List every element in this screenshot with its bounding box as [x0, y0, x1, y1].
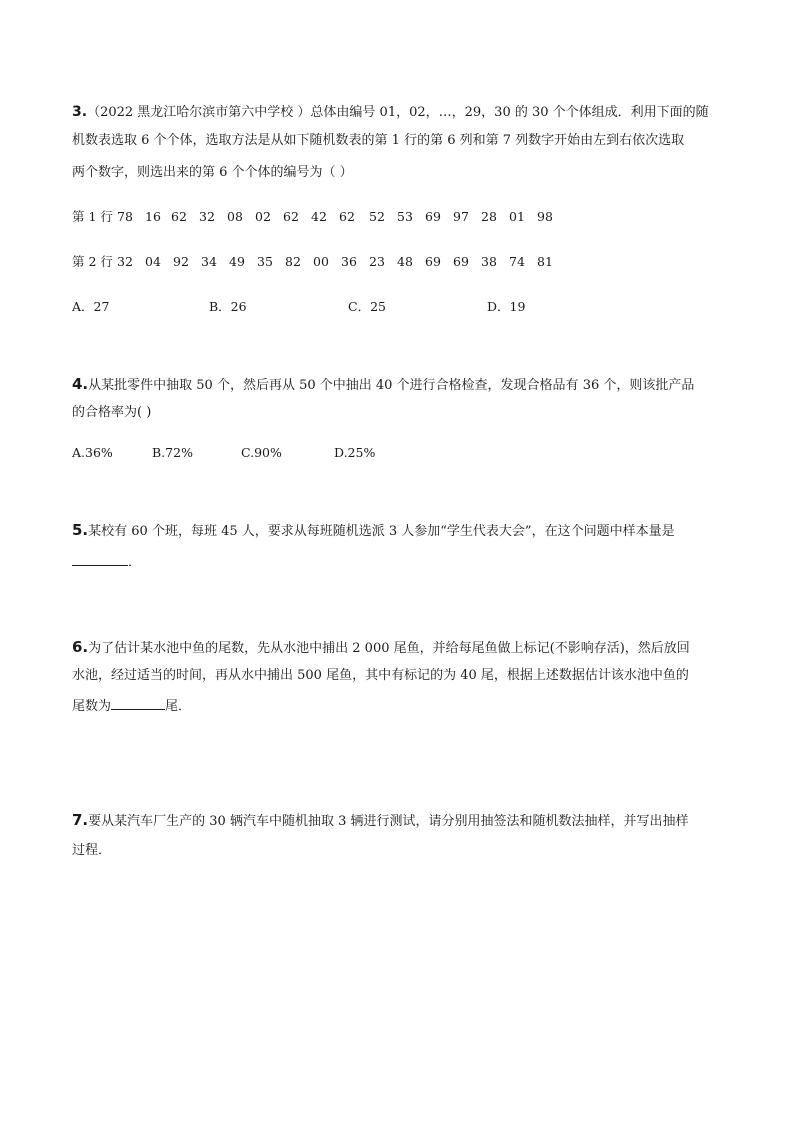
q3-option-c: C．25	[348, 299, 386, 314]
q3-number: 3.	[72, 104, 88, 120]
row-1-cell: 16	[145, 209, 161, 224]
q5-line-2	[72, 552, 141, 572]
row-1-cell: 08	[227, 209, 243, 224]
q4-option-b: B.72%	[152, 445, 193, 460]
q7-line-2: 过程．	[72, 843, 112, 858]
row-1-cell: 62	[171, 209, 187, 224]
q6-line-3	[72, 696, 191, 716]
row-1-cell: 01	[509, 209, 525, 224]
row-2-cell: 00	[313, 254, 329, 269]
q4-number: 4.	[72, 375, 89, 393]
q3-option-d: D．19	[487, 299, 526, 314]
row-1-cell: 69	[425, 209, 441, 224]
q4-option-c: C.90%	[241, 445, 282, 460]
q3-line-3: 两个数字，则选出来的第 6 个个体的编号为（ ）	[72, 165, 353, 180]
row-1-cell: 62	[339, 209, 355, 224]
row-1-cell: 28	[481, 209, 497, 224]
row-1-cell: 42	[311, 209, 327, 224]
row-1-cell: 78	[117, 209, 133, 224]
row-2-cell: 92	[173, 254, 189, 269]
row-2-cell: 69	[425, 254, 441, 269]
q5-line-2-tail: ．	[128, 555, 142, 570]
q3-text-1: （2022 黑龙江哈尔滨市第六中学校 ）总体由编号 01，02，…，29，30 的 30 个个体组成．利用下面的随	[87, 105, 709, 120]
q4-text-1: 从某批零件中抽取 50 个，然后再从 50 个中抽出 40 个进行合格检查，发现合格品有 36 个，则该批产品	[88, 378, 695, 393]
q6-line-1	[72, 638, 690, 658]
q3-option-b: B．26	[209, 299, 247, 314]
q4-option-a: A.36%	[72, 445, 113, 460]
answer-blank	[111, 696, 165, 710]
row-2-cell: 32	[117, 254, 133, 269]
row-1-cell: 52	[369, 209, 385, 224]
q6-line-3-head: 尾数为	[72, 699, 112, 714]
row-1-cell: 32	[199, 209, 215, 224]
row-2-cell: 34	[201, 254, 217, 269]
q5-text-1: 某校有 60 个班，每班 45 人，要求从每班随机选派 3 人参加“学生代表大会”，在这个问题中样本量是	[88, 524, 675, 539]
row-1-cell: 53	[397, 209, 413, 224]
row-1-cell: 98	[537, 209, 553, 224]
random-table-row-1	[72, 208, 592, 226]
row-1-cell: 97	[453, 209, 469, 224]
row-2-cell: 48	[397, 254, 413, 269]
row-2-cell: 38	[481, 254, 497, 269]
q5-line-1	[72, 521, 675, 541]
row-2-cell: 74	[509, 254, 525, 269]
q7-line-1	[72, 811, 688, 831]
q4-line-2: 的合格率为( )	[72, 405, 152, 420]
q3-option-a: A．27	[72, 299, 110, 314]
q5-number: 5.	[72, 521, 89, 539]
random-table-row-2	[72, 253, 592, 271]
q4-option-d: D.25%	[334, 445, 376, 460]
row-1-cell: 02	[255, 209, 271, 224]
q7-number: 7.	[72, 811, 89, 829]
q6-line-2: 水池，经过适当的时间，再从水中捕出 500 尾鱼，其中有标记的为 40 尾，根据上述数据估计该水池中鱼的	[72, 668, 689, 683]
answer-blank	[72, 552, 128, 566]
row-2-cell: 35	[257, 254, 273, 269]
row-2-cell: 23	[369, 254, 385, 269]
q7-text-1: 要从某汽车厂生产的 30 辆汽车中随机抽取 3 辆进行测试，请分别用抽签法和随机数法抽样，并写出抽样	[88, 814, 689, 829]
row-1-cell: 62	[283, 209, 299, 224]
q6-number: 6.	[72, 638, 89, 656]
row-2-cell: 69	[453, 254, 469, 269]
row-2-label: 第 2 行	[72, 254, 113, 269]
q6-text-1: 为了估计某水池中鱼的尾数，先从水池中捕出 2 000 尾鱼，并给每尾鱼做上标记(不影响存活)，然后放回	[88, 641, 690, 656]
row-2-cell: 81	[537, 254, 553, 269]
row-2-cell: 04	[145, 254, 161, 269]
q6-line-3-tail: 尾．	[165, 699, 192, 714]
row-2-cell: 82	[285, 254, 301, 269]
row-1-label: 第 1 行	[72, 209, 113, 224]
q3-line-1	[72, 103, 709, 122]
row-2-cell: 36	[341, 254, 357, 269]
q4-line-1	[72, 375, 694, 395]
row-2-cell: 49	[229, 254, 245, 269]
q3-line-2: 机数表选取 6 个个体，选取方法是从如下随机数表的第 1 行的第 6 列和第 7 列数字开始由左到右依次选取	[72, 133, 685, 148]
